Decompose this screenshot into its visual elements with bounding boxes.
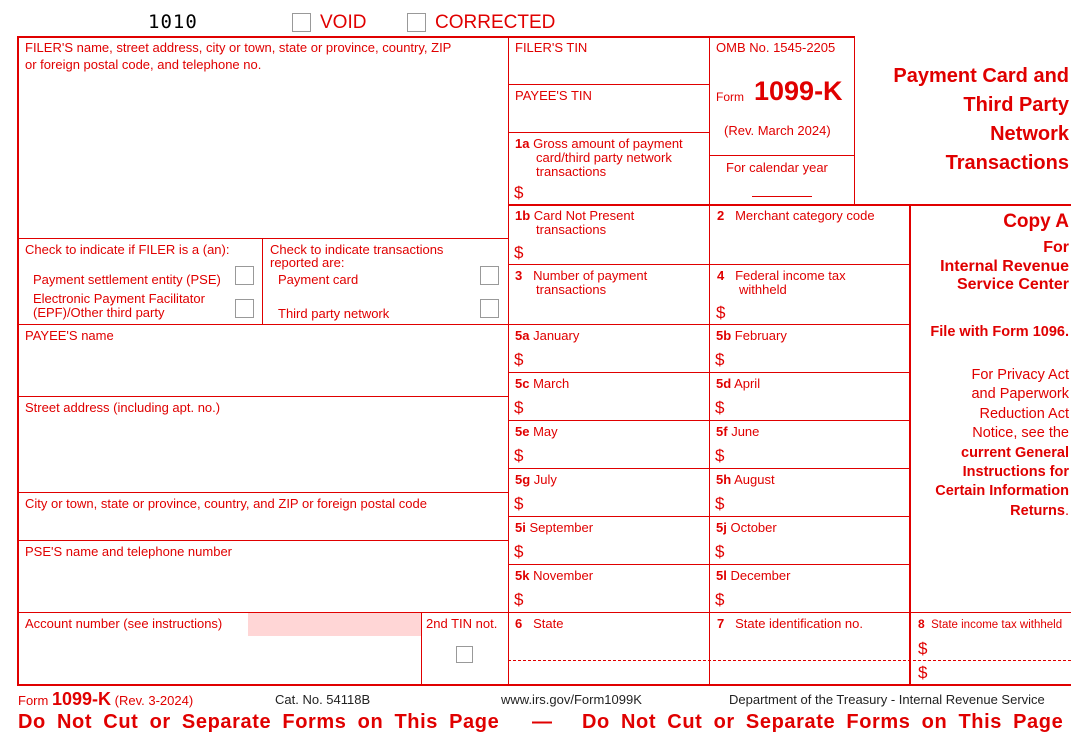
box-5b-label: 5b February xyxy=(716,328,787,343)
account-number-field[interactable] xyxy=(248,613,421,636)
box-5f-field[interactable] xyxy=(729,444,907,466)
filer-name-field[interactable] xyxy=(19,75,507,237)
box-5j-field[interactable] xyxy=(729,540,907,562)
department-label: Department of the Treasury - Internal Revenue Service xyxy=(729,692,1045,707)
irs-center-line: Service Center xyxy=(956,276,1069,293)
pse-label: Payment settlement entity (PSE) xyxy=(33,272,221,287)
file-with-note: File with Form 1096. xyxy=(930,324,1069,340)
dollar-sign: $ xyxy=(715,542,725,561)
dollar-sign: $ xyxy=(715,494,725,513)
box-5l-label: 5l December xyxy=(716,568,791,583)
box-8-label: 8 State income tax withheld xyxy=(918,617,1063,631)
copy-a-sidebar xyxy=(912,210,1069,294)
box-5k-field[interactable] xyxy=(528,588,706,610)
title-line: Payment Card and xyxy=(893,65,1069,87)
title-line: Third Party xyxy=(963,94,1069,116)
box-5k-label: 5k November xyxy=(515,568,594,583)
dollar-sign: $ xyxy=(514,542,524,561)
em-dash: — xyxy=(532,711,552,733)
footer-form-id: Form 1099-K (Rev. 3-2024) xyxy=(18,689,194,709)
box-1a-field[interactable] xyxy=(528,182,706,202)
dollar-sign: $ xyxy=(715,590,725,609)
third-party-network-label: Third party network xyxy=(278,306,390,321)
box-5b-field[interactable] xyxy=(729,348,907,370)
privacy-notice: For Privacy Act and Paperwork Reduction Act Notice, see the current General Instructions for Certain Information Returns. xyxy=(935,367,1069,519)
box-5j-label: 5j October xyxy=(716,520,777,535)
account-number-label: Account number (see instructions) xyxy=(25,616,223,631)
city-field[interactable] xyxy=(19,514,507,539)
payee-tin-label: PAYEE'S TIN xyxy=(515,88,592,103)
filer-tin-field[interactable] xyxy=(509,56,708,83)
dollar-sign: $ xyxy=(514,243,524,262)
dollar-sign: $ xyxy=(514,183,524,202)
payment-card-checkbox[interactable] xyxy=(480,266,499,285)
filer-tin-label: FILER'S TIN xyxy=(515,40,588,55)
payee-name-label: PAYEE'S name xyxy=(25,328,114,343)
do-not-cut-right: Do Not Cut or Separate Forms on This Page xyxy=(582,711,1064,733)
copy-a-title: Copy A xyxy=(1003,211,1069,232)
box-5i-label: 5i September xyxy=(515,520,594,535)
street-address-label: Street address (including apt. no.) xyxy=(25,400,221,415)
box-5d-field[interactable] xyxy=(729,396,907,418)
form-word: Form xyxy=(716,90,744,104)
catalog-number: Cat. No. 54118B xyxy=(275,692,371,707)
box-5e-field[interactable] xyxy=(528,444,706,466)
corrected-label: CORRECTED xyxy=(435,12,556,33)
dollar-sign: $ xyxy=(716,303,726,322)
dollar-sign: $ xyxy=(918,639,928,658)
omb-number: OMB No. 1545-2205 xyxy=(716,40,836,55)
box-5a-field[interactable] xyxy=(528,348,706,370)
dollar-sign: $ xyxy=(715,350,725,369)
irs-center-line: Internal Revenue xyxy=(940,258,1069,275)
box-5g-field[interactable] xyxy=(528,492,706,514)
corrected-checkbox[interactable] xyxy=(407,13,426,32)
box-5c-field[interactable] xyxy=(528,396,706,418)
do-not-cut-left: Do Not Cut or Separate Forms on This Page xyxy=(18,711,500,733)
void-checkbox[interactable] xyxy=(292,13,311,32)
box-2-label: 2 Merchant category code xyxy=(717,208,875,223)
form-title xyxy=(855,62,1069,178)
second-tin-label: 2nd TIN not. xyxy=(426,616,498,631)
dollar-sign: $ xyxy=(715,446,725,465)
box-1a-label: 1a Gross amount of payment card/third party network transactions xyxy=(515,136,683,179)
box-5i-field[interactable] xyxy=(528,540,706,562)
box-3-field[interactable] xyxy=(509,298,707,322)
dollar-sign: $ xyxy=(514,446,524,465)
payment-card-label: Payment card xyxy=(278,272,359,287)
void-label: VOID xyxy=(320,12,367,33)
box-5l-field[interactable] xyxy=(729,588,907,610)
payee-tin-field[interactable] xyxy=(509,104,708,131)
second-tin-checkbox[interactable] xyxy=(456,646,473,663)
box-5h-label: 5h August xyxy=(716,472,775,487)
box-7-label: 7 State identification no. xyxy=(717,616,863,631)
dollar-sign: $ xyxy=(514,398,524,417)
box-1b-label: 1b Card Not Present transactions xyxy=(515,208,635,237)
for-label: For xyxy=(1043,239,1069,256)
street-address-field[interactable] xyxy=(19,418,507,491)
epf-checkbox[interactable] xyxy=(235,299,254,318)
dollar-sign: $ xyxy=(514,590,524,609)
dollar-sign: $ xyxy=(514,350,524,369)
form-code: 1010 xyxy=(148,11,198,33)
dollar-sign: $ xyxy=(514,494,524,513)
irs-url: www.irs.gov/Form1099K xyxy=(501,692,642,707)
box-5f-label: 5f June xyxy=(716,424,760,439)
city-label: City or town, state or province, country, and ZIP or foreign postal code xyxy=(25,496,427,511)
box-4-field[interactable] xyxy=(730,300,907,322)
title-line: Transactions xyxy=(945,152,1069,174)
box-5e-label: 5e May xyxy=(515,424,558,439)
box-4-label: 4 Federal income tax withheld xyxy=(717,268,846,297)
filer-type-label: Check to indicate if FILER is a (an): xyxy=(25,242,230,257)
box-3-label: 3 Number of payment transactions xyxy=(515,268,648,297)
box-5d-label: 5d April xyxy=(716,376,761,391)
box-5a-label: 5a January xyxy=(515,328,580,343)
third-party-network-checkbox[interactable] xyxy=(480,299,499,318)
payee-name-field[interactable] xyxy=(19,346,507,395)
pse-checkbox[interactable] xyxy=(235,266,254,285)
box-5h-field[interactable] xyxy=(729,492,907,514)
transactions-type-label: Check to indicate transactions reported are: xyxy=(270,242,444,270)
box-2-field[interactable] xyxy=(711,226,907,262)
dollar-sign: $ xyxy=(715,398,725,417)
form-number: 1099-K xyxy=(754,76,843,106)
filer-name-label: FILER'S name, street address, city or town, state or province, country, ZIP or foreign postal code, and telephone no. xyxy=(25,40,452,72)
calendar-year-label: For calendar year xyxy=(726,160,828,175)
pse-name-field[interactable] xyxy=(19,562,507,611)
box-7-field[interactable] xyxy=(711,634,908,682)
box-8-field[interactable] xyxy=(932,634,1070,682)
box-1b-field[interactable] xyxy=(528,240,706,262)
epf-label: Electronic Payment Facilitator (EPF)/Other third party xyxy=(33,291,205,320)
box-6-label: 6 State xyxy=(515,616,564,631)
box-6-field[interactable] xyxy=(509,634,707,682)
revision-date: (Rev. March 2024) xyxy=(724,123,831,138)
box-5g-label: 5g July xyxy=(515,472,557,487)
calendar-year-field[interactable] xyxy=(752,178,812,196)
box-5c-label: 5c March xyxy=(515,376,570,391)
title-line: Network xyxy=(990,123,1069,145)
pse-name-label: PSE'S name and telephone number xyxy=(25,544,233,559)
dollar-sign: $ xyxy=(918,663,928,682)
